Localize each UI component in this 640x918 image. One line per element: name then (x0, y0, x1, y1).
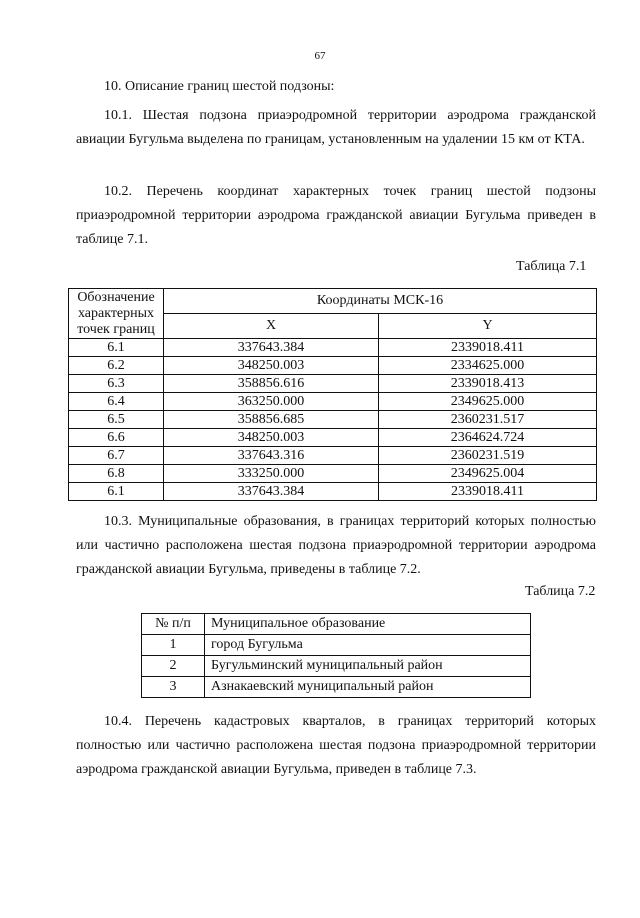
table-row (69, 357, 597, 375)
cell-point: 6.7 (69, 447, 164, 465)
page-number: 67 (314, 50, 326, 62)
table-row (69, 375, 597, 393)
cell-y: 2339018.413 (379, 375, 597, 393)
cell-y: 2360231.519 (379, 447, 597, 465)
cell-num: 1 (142, 635, 205, 656)
cell-y: 2349625.000 (379, 393, 597, 411)
cell-point: 6.1 (69, 339, 164, 357)
header-y: Y (379, 314, 597, 339)
cell-point: 6.4 (69, 393, 164, 411)
cell-y: 2334625.000 (379, 357, 597, 375)
table-row (69, 465, 597, 483)
cell-num: 3 (142, 677, 205, 698)
cell-x: 337643.384 (164, 339, 379, 357)
cell-x: 348250.003 (164, 357, 379, 375)
cell-point: 6.2 (69, 357, 164, 375)
cell-x: 333250.000 (164, 465, 379, 483)
paragraph-10-1: 10.1. Шестая подзона приаэродромной территории аэродрома гражданской авиации Бугульма выделена по границам, установленным на удалении 15 км от КТА. (76, 108, 596, 147)
cell-name: Бугульминский муниципальный район (205, 656, 531, 677)
header-point: Обозначение характерных точек границ (69, 289, 164, 339)
cell-x: 348250.003 (164, 429, 379, 447)
table-row (142, 635, 531, 656)
paragraph-10-4: 10.4. Перечень кадастровых кварталов, в границах территорий которых полностью или частично расположена шестая подзона приаэродромной территории аэродрома гражданской авиации Бугульма, приведен в таблице 7.3. (76, 714, 596, 777)
cell-y: 2339018.411 (379, 339, 597, 357)
paragraph-10-3: 10.3. Муниципальные образования, в границах территорий которых полностью или частично расположена шестая подзона приаэродромной территории аэродрома гражданской авиации Бугульма, приведены в таблице 7.2. (76, 514, 596, 577)
cell-point: 6.1 (69, 483, 164, 501)
cell-x: 337643.384 (164, 483, 379, 501)
cell-point: 6.3 (69, 375, 164, 393)
cell-y: 2360231.517 (379, 411, 597, 429)
header-x: X (164, 314, 379, 339)
table-row (69, 483, 597, 501)
cell-y: 2364624.724 (379, 429, 597, 447)
cell-point: 6.6 (69, 429, 164, 447)
cell-name: Азнакаевский муниципальный район (205, 677, 531, 698)
header-name: Муниципальное образование (205, 614, 531, 635)
table-row (69, 339, 597, 357)
cell-name: город Бугульма (205, 635, 531, 656)
header-coords: Координаты МСК-16 (164, 289, 597, 314)
table-row (69, 429, 597, 447)
coordinates-table (68, 288, 597, 501)
table-row (69, 411, 597, 429)
table-row (69, 447, 597, 465)
table-7-2-caption: Таблица 7.2 (525, 584, 596, 599)
cell-x: 358856.685 (164, 411, 379, 429)
cell-num: 2 (142, 656, 205, 677)
section-title: 10. Описание границ шестой подзоны: (104, 79, 335, 94)
cell-x: 337643.316 (164, 447, 379, 465)
table-row (142, 677, 531, 698)
cell-x: 358856.616 (164, 375, 379, 393)
cell-point: 6.8 (69, 465, 164, 483)
table-7-1-caption: Таблица 7.1 (516, 259, 587, 274)
paragraph-10-2: 10.2. Перечень координат характерных точек границ шестой подзоны приаэродромной территории аэродрома гражданской авиации Бугульма приведен в таблице 7.1. (76, 184, 596, 247)
municipalities-table (141, 613, 531, 698)
cell-x: 363250.000 (164, 393, 379, 411)
table-row (142, 656, 531, 677)
table-row (69, 393, 597, 411)
header-num: № п/п (142, 614, 205, 635)
cell-y: 2339018.411 (379, 483, 597, 501)
cell-point: 6.5 (69, 411, 164, 429)
cell-y: 2349625.004 (379, 465, 597, 483)
